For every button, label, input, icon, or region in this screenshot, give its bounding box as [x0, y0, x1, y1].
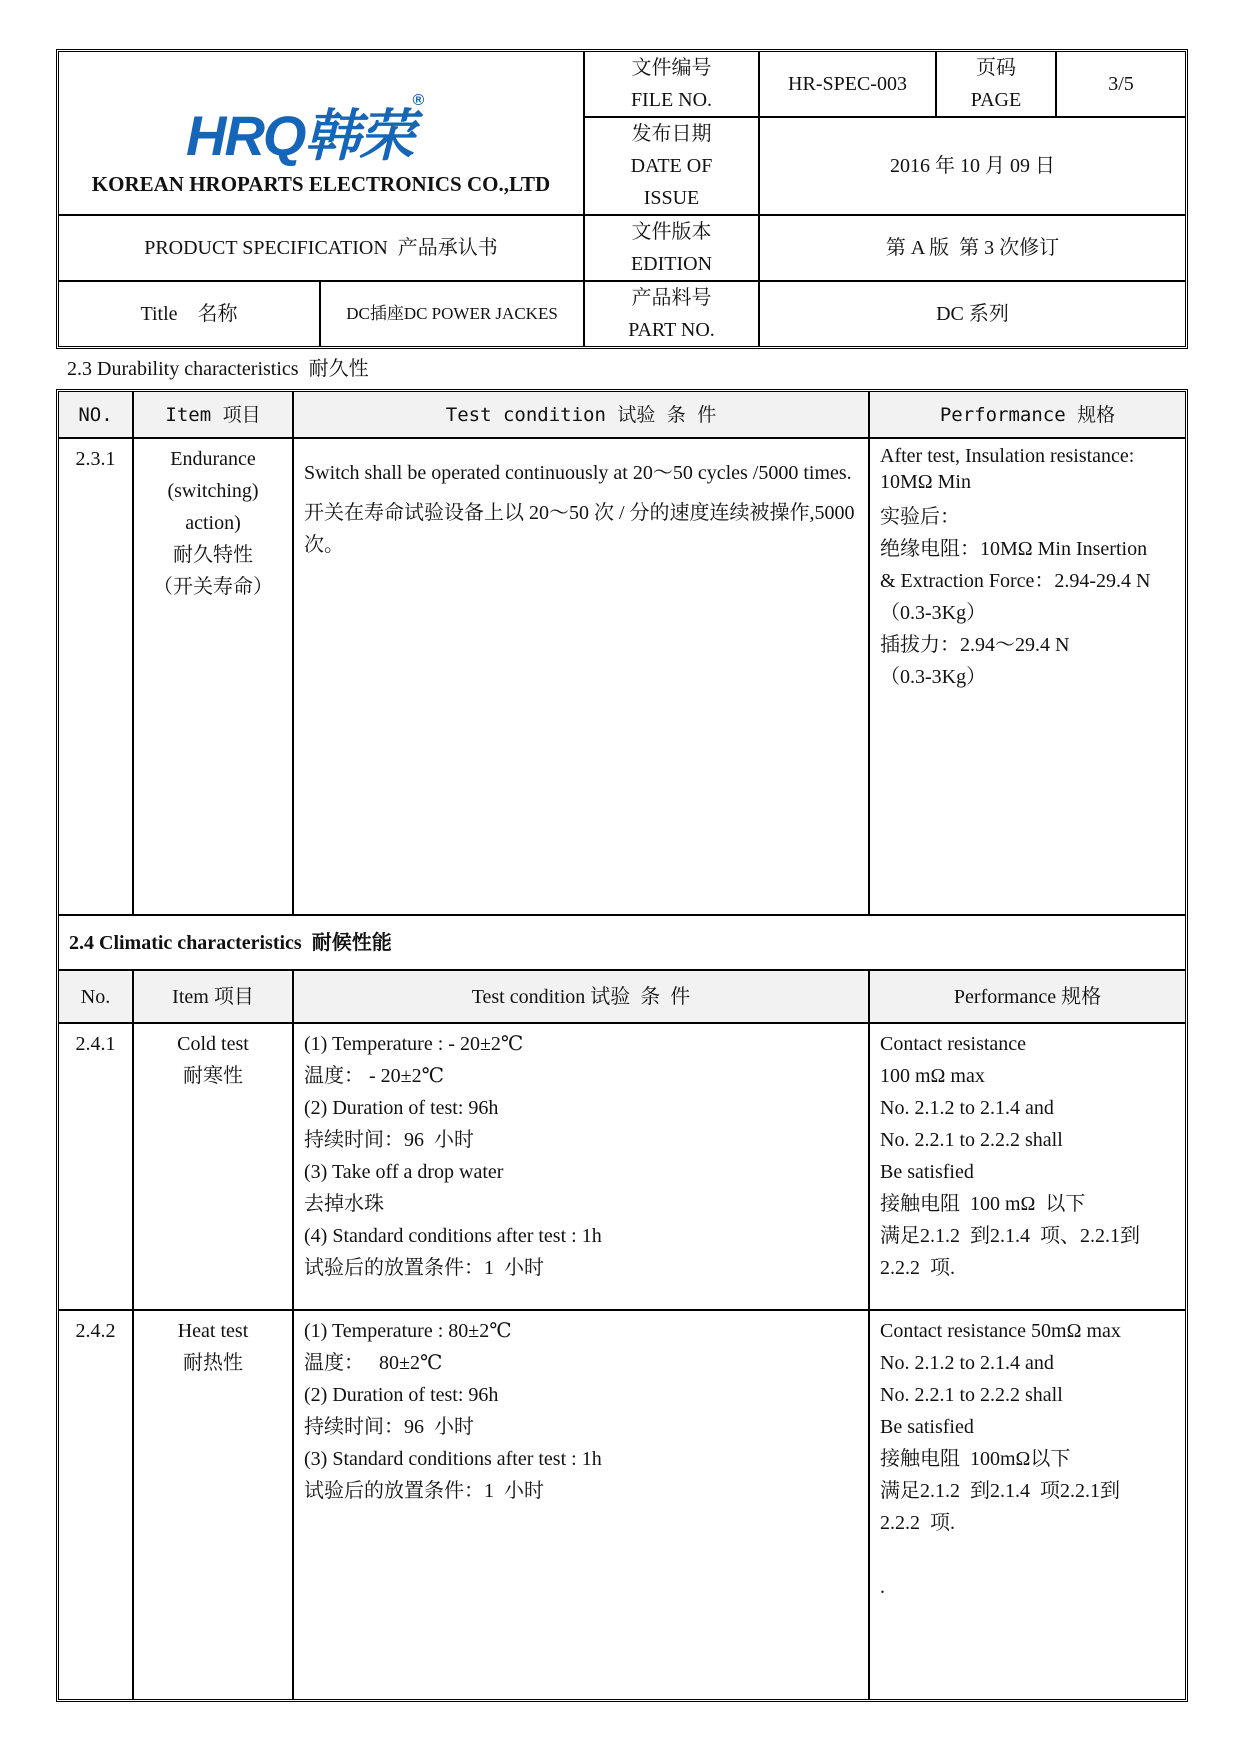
col-test-condition: Test condition 试验 条 件 — [293, 391, 869, 438]
col-no: NO. — [58, 391, 133, 438]
date-value: 2016 年 10 月 09 日 — [759, 117, 1186, 215]
row-item: Heat test 耐热性 — [133, 1310, 293, 1700]
hrq-logo: HRQ韩荣® — [186, 92, 423, 167]
page-value: 3/5 — [1056, 51, 1186, 117]
date-label: 发布日期 DATE OF ISSUE — [584, 117, 759, 215]
row-performance: Contact resistance 100 mΩ max No. 2.1.2 to 2.1.4 and No. 2.2.1 to 2.2.2 shall Be satisfied 接触电阻 100 mΩ 以下 满足2.1.2 到2.1.4 项、2.2.1到 2.2.2 项. — [869, 1023, 1186, 1310]
title-value: DC插座DC POWER JACKES — [320, 281, 584, 347]
edition-label: 文件版本 EDITION — [584, 215, 759, 281]
page-label: 页码 PAGE — [936, 51, 1056, 117]
row-no: 2.3.1 — [58, 438, 133, 915]
row-performance: After test, Insulation resistance: 10MΩ Min 实验后： 绝缘电阻：10MΩ Min Insertion & Extraction Force：2.94-29.4 N （0.3-3Kg） 插拔力：2.94～29.4 N （0.3-3Kg） — [869, 438, 1186, 915]
part-value: DC 系列 — [759, 281, 1186, 347]
product-spec: PRODUCT SPECIFICATION 产品承认书 — [58, 215, 584, 281]
row-no: 2.4.1 — [58, 1023, 133, 1310]
durability-section-title: 2.3 Durability characteristics 耐久性 — [67, 358, 369, 380]
row-item: Cold test 耐寒性 — [133, 1023, 293, 1310]
col-performance-2: Performance 规格 — [869, 970, 1186, 1023]
col-no-2: No. — [58, 970, 133, 1023]
row-no: 2.4.2 — [58, 1310, 133, 1700]
row-item: Endurance (switching) action) 耐久特性 （开关寿命） — [133, 438, 293, 915]
part-label: 产品料号 PART NO. — [584, 281, 759, 347]
col-performance: Performance 规格 — [869, 391, 1186, 438]
company-name: KOREAN HROPARTS ELECTRONICS CO.,LTD — [91, 172, 551, 196]
row-condition: Switch shall be operated continuously at 20～50 cycles /5000 times. 开关在寿命试验设备上以 20～50 次 / 分的速度连续被操作,5000 次。 — [293, 438, 869, 915]
col-item: Item 项目 — [133, 391, 293, 438]
title-label: Title 名称 — [58, 281, 320, 347]
row-performance: Contact resistance 50mΩ max No. 2.1.2 to 2.1.4 and No. 2.2.1 to 2.2.2 shall Be satisfied 接触电阻 100mΩ以下 满足2.1.2 到2.1.4 项2.2.1到 2.2.2 项. . — [869, 1310, 1186, 1700]
file-no-value: HR-SPEC-003 — [759, 51, 936, 117]
col-test-condition-2: Test condition 试验 条 件 — [293, 970, 869, 1023]
row-condition: (1) Temperature : - 20±2℃ 温度： - 20±2℃ (2) Duration of test: 96h 持续时间：96 小时 (3) Take off a drop water 去掉水珠 (4) Standard conditions after test : 1h 试验后的放置条件：1 小时 — [293, 1023, 869, 1310]
row-condition: (1) Temperature : 80±2℃ 温度： 80±2℃ (2) Duration of test: 96h 持续时间：96 小时 (3) Standard conditions after test : 1h 试验后的放置条件：1 小时 — [293, 1310, 869, 1700]
climatic-section-title: 2.4 Climatic characteristics 耐候性能 — [58, 915, 1186, 970]
file-no-label: 文件编号 FILE NO. — [584, 51, 759, 117]
col-item-2: Item 项目 — [133, 970, 293, 1023]
edition-value: 第 A 版 第 3 次修订 — [759, 215, 1186, 281]
